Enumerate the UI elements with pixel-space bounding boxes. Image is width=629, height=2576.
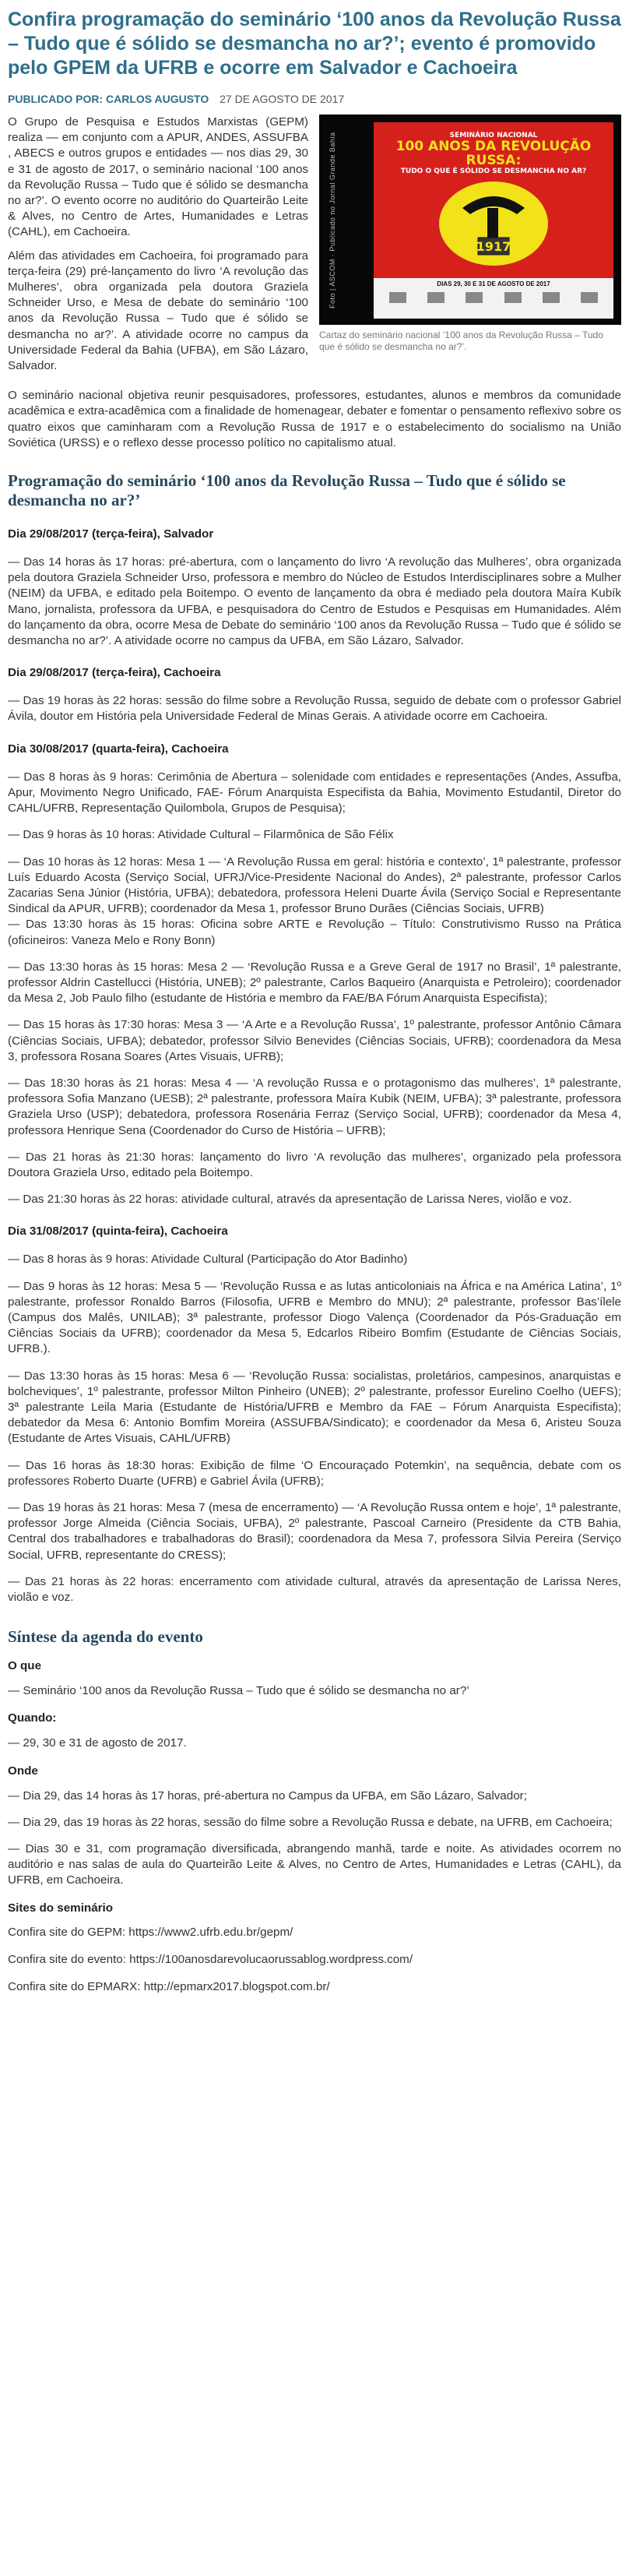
summary-what: — Seminário ‘100 anos da Revolução Russa – Tudo que é sólido se desmancha no ar?’ bbox=[8, 1684, 469, 1698]
poster-footer bbox=[374, 278, 613, 319]
logo-icon bbox=[543, 292, 560, 303]
summary-where-label: Onde bbox=[8, 1764, 38, 1778]
program-item: — Das 8 horas às 9 horas: Cerimônia de Abertura – solenidade com entidades e representações (Andes, Assufba, Apur, Movimento Negro Unificado, FAE- Fórum Anarquista Especifista da Bahia, Movimento Estudantil, Diretor do CAHL/UFRB, Representação Quilombola, Grupos de Pesquisa); bbox=[8, 770, 621, 816]
program-day-label: Dia 31/08/2017 (quinta-feira), Cachoeira bbox=[8, 1225, 228, 1239]
program-item: — Das 10 horas às 12 horas: Mesa 1 — ‘A Revolução Russa em geral: história e contexto’, 1ª palestrante, professor Luís Eduardo Acosta (Serviço Social, UFRJ/Vice-Presidente Nacional do Andes), 2ª palestrante, professor Carlos Zacarias Sena Júnior (História, UFBA); debatedora, professora Heleni Duarte Ávila (Serviço Social e Representante Sindical da APUR, UFRB); coordenador da Mesa 1, professor Bruno Durães (Ciências Sociais, UFRB) — Das 13:30 horas às 15 horas: Oficina sobre ARTE e Revolução – Título: Construtivismo Russo na Prática (oficineiros: Vaneza Melo e Rony Bonn) bbox=[8, 855, 621, 947]
summary-where-item: — Dia 29, das 19 horas às 22 horas, sessão do filme sobre a Revolução Russa e debate, na UFRB, em Cachoeira; bbox=[8, 1815, 613, 1829]
logo-icon bbox=[427, 292, 445, 303]
logo-icon bbox=[466, 292, 483, 303]
article bbox=[8, 0, 621, 1993]
byline bbox=[8, 93, 621, 105]
site-link-epmarx[interactable]: Confira site do EPMARX: http://epmarx2017.blogspot.com.br/ bbox=[8, 1979, 330, 1993]
poster-credit: Foto | ASCOM · Publicado no Jornal Grande Bahia bbox=[329, 132, 336, 308]
intro-paragraph-3: O seminário nacional objetiva reunir pesquisadores, professores, estudantes, alunos e membros da comunidade acadêmica e extra-acadêmica com a finalidade de homenagear, debater e fomentar o pensamento reflexivo sobre os quatro eixos que caminharam com a Revolução Russa de 1917 e o estabelecimento do socialismo na União Soviética (URSS) e o reflexo desse processo político no capitalismo atual. bbox=[8, 389, 621, 449]
intro-paragraph-1: O Grupo de Pesquisa e Estudos Marxistas (GEPM) realiza — em conjunto com a APUR, ANDES, ASSUFBA , ABECS e outros grupos e entidades — nos dias 29, 30 e 31 de agosto de 2017, o seminário nacional ‘100 anos da Revolução Russa – Tudo que é sólido se desmancha no ar?’. O evento ocorre no auditório do Quarteirão Leite & Alves, no Centro de Artes, Humanidades e Letras (CAHL), em Cachoeira. bbox=[8, 115, 308, 239]
summary-what-label: O que bbox=[8, 1659, 42, 1673]
poster-header bbox=[374, 132, 613, 175]
program-item: — Das 16 horas às 18:30 horas: Exibição de filme ‘O Encouraçado Potemkin’, na sequência, debate com os professores Roberto Duarte (UFRB) e Gabriel Ávila (UFRB); bbox=[8, 1458, 621, 1488]
poster-line1: SEMINÁRIO NACIONAL bbox=[449, 132, 538, 139]
article-title: Confira programação do seminário ‘100 anos da Revolução Russa – Tudo que é sólido se desmancha no ar?’; evento é promovido pelo GPEM da UFRB e ocorre em Salvador e Cachoeira bbox=[8, 9, 621, 79]
program-item: — Das 13:30 horas às 15 horas: Mesa 2 — ‘Revolução Russa e a Greve Geral de 1917 no Brasil’, 1ª palestrante, professor Aldrin Castellucci (História, UNEB); 2º palestrante, Carlos Baqueiro (Anarquista e Petroleiro); coordenador da Mesa 2, Job Paulo filho (estudante de História e membro da FAE/BA Fórum Anarquista Especifista); bbox=[8, 960, 621, 1006]
summary-when: — 29, 30 e 31 de agosto de 2017. bbox=[8, 1736, 187, 1750]
byline-date: 27 DE AGOSTO DE 2017 bbox=[220, 93, 345, 105]
summary-heading: Síntese da agenda do evento bbox=[8, 1627, 203, 1647]
poster-subtitle: TUDO O QUE É SÓLIDO SE DESMANCHA NO AR? bbox=[400, 167, 587, 175]
program-heading: Programação do seminário ‘100 anos da Revolução Russa – Tudo que é sólido se desmancha no ar?’ bbox=[8, 471, 566, 510]
logo-icon bbox=[581, 292, 598, 303]
program-item: — Das 14 horas às 17 horas: pré-abertura, com o lançamento do livro ‘A revolução das Mulheres’, obra organizada pela doutora Graziela Schneider Urso, professora e membro do Núcleo de Estudos Interdisciplinares sobre a Mulher (NEIM) da UFBA, e editado pela Boitempo. O evento de lançamento da obra é mediado pela doutora Maíra Kubík Mano, jornalista, professora da UFBA, e pesquisadora do Centro de Estudos e Pesquisas em Humanidades. Além do lançamento da obra, ocorre Mesa de Debate do seminário ‘100 anos da Revolução Russa – Tudo que é sólido se desmancha no ar?’. A atividade ocorre no campus da UFBA, em São Lázaro, Salvador. bbox=[8, 555, 621, 648]
poster-title: 100 ANOS DA REVOLUÇÃO RUSSA: bbox=[395, 139, 592, 168]
program-item: — Das 9 horas às 10 horas: Atividade Cultural – Filarmônica de São Félix bbox=[8, 828, 394, 842]
summary-where-item: — Dias 30 e 31, com programação diversificada, abrangendo manhã, tarde e noite. As atividades ocorrem no auditório e nas salas de aula do Quarteirão Leite & Alves, no Centro de Artes, Humanidades e Letras (CAHL), da UFRB, em Cachoeira. bbox=[8, 1842, 621, 1887]
summary-when-label: Quando: bbox=[8, 1711, 57, 1725]
poster-figure bbox=[319, 115, 621, 353]
hammer-sickle-icon bbox=[416, 177, 571, 270]
program-item: — Das 8 horas às 9 horas: Atividade Cultural (Participação do Ator Badinho) bbox=[8, 1253, 408, 1267]
program-item: — Das 18:30 horas às 21 horas: Mesa 4 — ‘A revolução Russa e o protagonismo das mulheres’, 1ª palestrante, professora Sofia Manzano (UESB); 2ª palestrante, professora Maíra Kubik (NEIM, UFBA); 3ª palestrante, professora Graziela Urso (USP); debatedora, professora Rosenária Ferraz (Serviço Social, UFRB); coordenador da Mesa 4, professora Henrique Sena (Coordenador do Curso de História – UFRB); bbox=[8, 1076, 621, 1137]
program-item: — Das 21 horas às 22 horas: encerramento com atividade cultural, através da apresentação de Larissa Neres, violão e voz. bbox=[8, 1574, 621, 1605]
site-link-evento[interactable]: Confira site do evento: https://100anosdarevolucaorussablog.wordpress.com/ bbox=[8, 1952, 413, 1966]
poster-logos bbox=[374, 287, 613, 303]
program-item: — Das 19 horas às 22 horas: sessão do filme sobre a Revolução Russa, seguido de debate com o professor Gabriel Ávila, doutor em História pela Universidade Federal de Minas Gerais. A atividade ocorre em Cachoeira. bbox=[8, 694, 621, 724]
program-item: — Das 15 horas às 17:30 horas: Mesa 3 — ‘A Arte e a Revolução Russa’, 1º palestrante, professor Antônio Câmara (Ciências Sociais, UFBA); debatedor, professor Silvio Benevides (Ciências Sociais, UFRB); coordenadora da Mesa 3, professora Rosana Soares (Artes Visuais, UFRB); bbox=[8, 1018, 621, 1063]
program-item: — Das 21:30 horas às 22 horas: atividade cultural, através da apresentação de Larissa Neres, violão e voz. bbox=[8, 1193, 572, 1207]
poster-dates: DIAS 29, 30 E 31 DE AGOSTO DE 2017 bbox=[437, 280, 550, 287]
intro-paragraph-2: Além das atividades em Cachoeira, foi programado para terça-feira (29) pré-lançamento do livro ‘A revolução das Mulheres’, obra organizada pela doutora Graziela Schneider Urso, e Mesa de debate do seminário ‘100 anos da Revolução Russa – Tudo que é sólido se desmancha no ar?’. A atividade ocorre no campus da Universidade Federal da Bahia (UFBA), em São Lázaro, Salvador. bbox=[8, 248, 308, 373]
poster-caption: Cartaz do seminário nacional ‘100 anos da Revolução Russa – Tudo que é sólido se desmancha no ar?’. bbox=[319, 329, 603, 352]
program-day-label: Dia 29/08/2017 (terça-feira), Cachoeira bbox=[8, 666, 221, 680]
site-link-gepm[interactable]: Confira site do GEPM: https://www2.ufrb.edu.br/gepm/ bbox=[8, 1925, 293, 1939]
program-days bbox=[8, 527, 621, 1605]
poster-panel bbox=[374, 122, 613, 319]
summary-where-item: — Dia 29, das 14 horas às 17 horas, pré-abertura no Campus da UFBA, em São Lázaro, Salvador; bbox=[8, 1788, 527, 1802]
program-item: — Das 9 horas às 12 horas: Mesa 5 — ‘Revolução Russa e as lutas anticoloniais na África e na América Latina’, 1º palestrante, professor Ronaldo Barros (Filosofia, UFRB e Membro do MNU); 2ª palestrante, professor Bas’ílele (Campus dos Malês, UNILAB); 3ª palestrante, professor Diogo Valença (Coordenador da Pós-Graduação em Ciências Sociais da UFRB); coordenador da Mesa 5, Edcarlos Ribeiro Bomfim (Estudante de Ciências Sociais, UFRB.). bbox=[8, 1279, 621, 1356]
poster-year: 1917 bbox=[476, 239, 511, 254]
program-day-label: Dia 30/08/2017 (quarta-feira), Cachoeira bbox=[8, 742, 229, 756]
logo-icon bbox=[504, 292, 522, 303]
program-item: — Das 21 horas às 21:30 horas: lançamento do livro ‘A revolução das mulheres’, organizado pela professora Doutora Graziela Urso, editado pela Boitempo. bbox=[8, 1150, 621, 1179]
poster-image[interactable] bbox=[319, 115, 621, 325]
byline-author[interactable]: PUBLICADO POR: CARLOS AUGUSTO bbox=[8, 93, 209, 105]
logo-icon bbox=[389, 292, 406, 303]
program-item: — Das 13:30 horas às 15 horas: Mesa 6 — ‘Revolução Russa: socialistas, proletários, campesinos, anarquistas e bolcheviques’, 1º palestrante, professor Milton Pinheiro (UNEB); 2º palestrante, professor Eurelino Coelho (UEFS); 3ª palestrante Leila Maria (Estudante de História/UFRB e Membro da FAE – Fórum Anarquista Especifista); debatedor da Mesa 6: Antonio Bomfim Moreira (ASSUFBA/Sindicato); e coordenador da Mesa 6, Aristeu Souza (Estudante de Artes Visuais, CAHL/UFRB) bbox=[8, 1369, 621, 1446]
program-day-label: Dia 29/08/2017 (terça-feira), Salvador bbox=[8, 527, 214, 541]
program-item: — Das 19 horas às 21 horas: Mesa 7 (mesa de encerramento) — ‘A Revolução Russa ontem e hoje’, 1ª palestrante, professor Jorge Almeida (Ciência Sociais, UFBA), 2º palestrante, Pascoal Carneiro (Presidente da CTB Bahia, Central dos trabalhadores e trabalhadoras do Brasil); coordenadora da Mesa 7, professora Silvia Pereira (Serviço Social, UFRB, representante do CRESS); bbox=[8, 1501, 621, 1562]
summary-sites-label: Sites do seminário bbox=[8, 1901, 114, 1915]
intro-section bbox=[8, 115, 621, 382]
